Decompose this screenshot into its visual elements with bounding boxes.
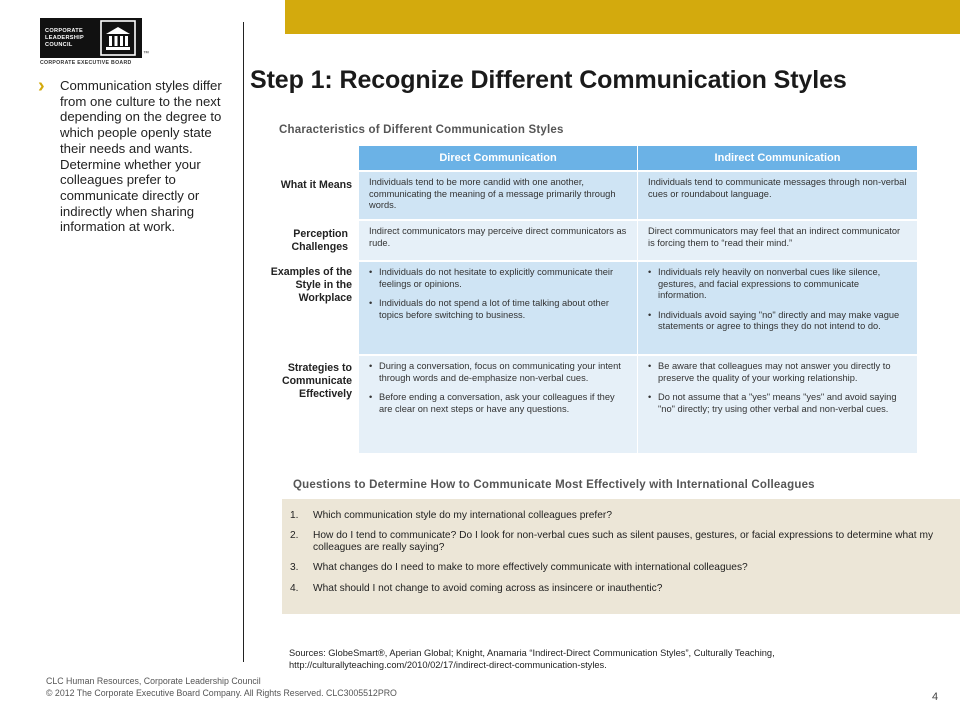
logo-line: CORPORATE xyxy=(45,27,84,34)
footer-line: CLC Human Resources, Corporate Leadership Council xyxy=(46,676,261,686)
header-accent-bar xyxy=(285,0,960,34)
questions-box xyxy=(282,499,960,614)
list-item: • Before ending a conversation, ask your colleagues if they are clear on next steps or have any questions. xyxy=(369,392,629,415)
page-number: 4 xyxy=(932,691,939,703)
row-label-strategies: Strategies to Communicate Effectively xyxy=(281,362,352,400)
sidebar-intro-text: Communication styles differ from one culture to the next depending on the degree to which people openly state their needs and wants. Determine whether your colleagues prefer to communicate directly or indirectly when sharing information at work. xyxy=(60,78,222,235)
vertical-divider xyxy=(243,22,244,662)
chevron-right-icon: › xyxy=(38,75,45,97)
logo-wordmark xyxy=(40,28,98,49)
footer xyxy=(46,676,397,699)
list-item: • Do not assume that a "yes" means "yes" and avoid saying "no" directly; try using other verbal and non-verbal cues. xyxy=(648,392,909,415)
logo-box xyxy=(40,18,142,58)
table-cell: Indirect communicators may perceive direct communicators as rude. xyxy=(359,221,637,260)
table-cell xyxy=(359,262,637,354)
table-cell: Individuals tend to communicate messages through non-verbal cues or roundabout language. xyxy=(638,172,917,219)
question-number: 4. xyxy=(290,582,299,594)
logo-line: COUNCIL xyxy=(45,41,73,48)
column-header-direct: Direct Communication xyxy=(359,146,637,170)
row-label-perception: Perception Challenges xyxy=(291,228,348,253)
list-item: • Individuals avoid saying "no" directly and may make vague statements or agree to things they do not intend to do. xyxy=(648,310,909,333)
question-number: 1. xyxy=(290,510,299,521)
list-item: • Individuals rely heavily on nonverbal cues like silence, gestures, and facial expressions to communicate information. xyxy=(648,267,909,302)
question-text: How do I tend to communicate? Do I look for non-verbal cues such as silent pauses, gestures, or facial expressions to determine what my colleagues are really saying? xyxy=(313,530,934,554)
question-item xyxy=(282,530,942,555)
trademark-symbol: ™ xyxy=(143,51,149,57)
question-item xyxy=(282,583,942,595)
table-cell xyxy=(638,356,917,453)
question-item xyxy=(282,510,942,522)
copyright-line: © 2012 The Corporate Executive Board Company. All Rights Reserved. CLC3005512PRO xyxy=(46,687,397,698)
question-number: 3. xyxy=(290,562,299,574)
question-item xyxy=(282,562,942,574)
question-text: What should I not change to avoid coming across as insincere or inauthentic? xyxy=(313,582,663,594)
sources-citation: Sources: GlobeSmart®, Aperian Global; Knight, Anamaria “Indirect-Direct Communication Styles”, Culturally Teaching, http://culturallyteaching.com/2010/02/17/indirect-direct-communication-styles. xyxy=(289,648,775,670)
list-item: • Individuals do not hesitate to explicitly communicate their feelings or opinions. xyxy=(369,267,629,290)
table-heading: Characteristics of Different Communication Styles xyxy=(279,124,564,136)
question-text: Which communication style do my international colleagues prefer? xyxy=(313,510,612,521)
page-title: Step 1: Recognize Different Communication Styles xyxy=(250,66,847,94)
table-cell: Direct communicators may feel that an indirect communicator is forcing them to “read their mind.” xyxy=(638,221,917,260)
column-header-indirect: Indirect Communication xyxy=(638,146,917,170)
building-emblem-icon xyxy=(100,20,136,56)
question-number: 2. xyxy=(290,530,299,542)
table-cell: Individuals tend to be more candid with one another, communicating the meaning of a message primarily through words. xyxy=(359,172,637,219)
row-label-examples: Examples of the Style in the Workplace xyxy=(270,266,352,304)
table-cell xyxy=(638,262,917,354)
row-label-meaning: What it Means xyxy=(280,179,352,191)
table-cell xyxy=(359,356,637,453)
logo-line: LEADERSHIP xyxy=(45,34,85,41)
company-logo xyxy=(40,18,150,66)
list-item: • Individuals do not spend a lot of time talking about other topics before switching to business. xyxy=(369,298,629,321)
list-item: • Be aware that colleagues may not answer you directly to preserve the quality of your working relationship. xyxy=(648,361,909,384)
questions-heading: Questions to Determine How to Communicate Most Effectively with International Colleagues xyxy=(293,479,815,491)
logo-subtitle: CORPORATE EXECUTIVE BOARD xyxy=(40,60,132,66)
question-text: What changes do I need to make to more effectively communicate with international colleagues? xyxy=(313,562,748,574)
list-item: • During a conversation, focus on communicating your intent through words and de-emphasize non-verbal cues. xyxy=(369,361,629,384)
